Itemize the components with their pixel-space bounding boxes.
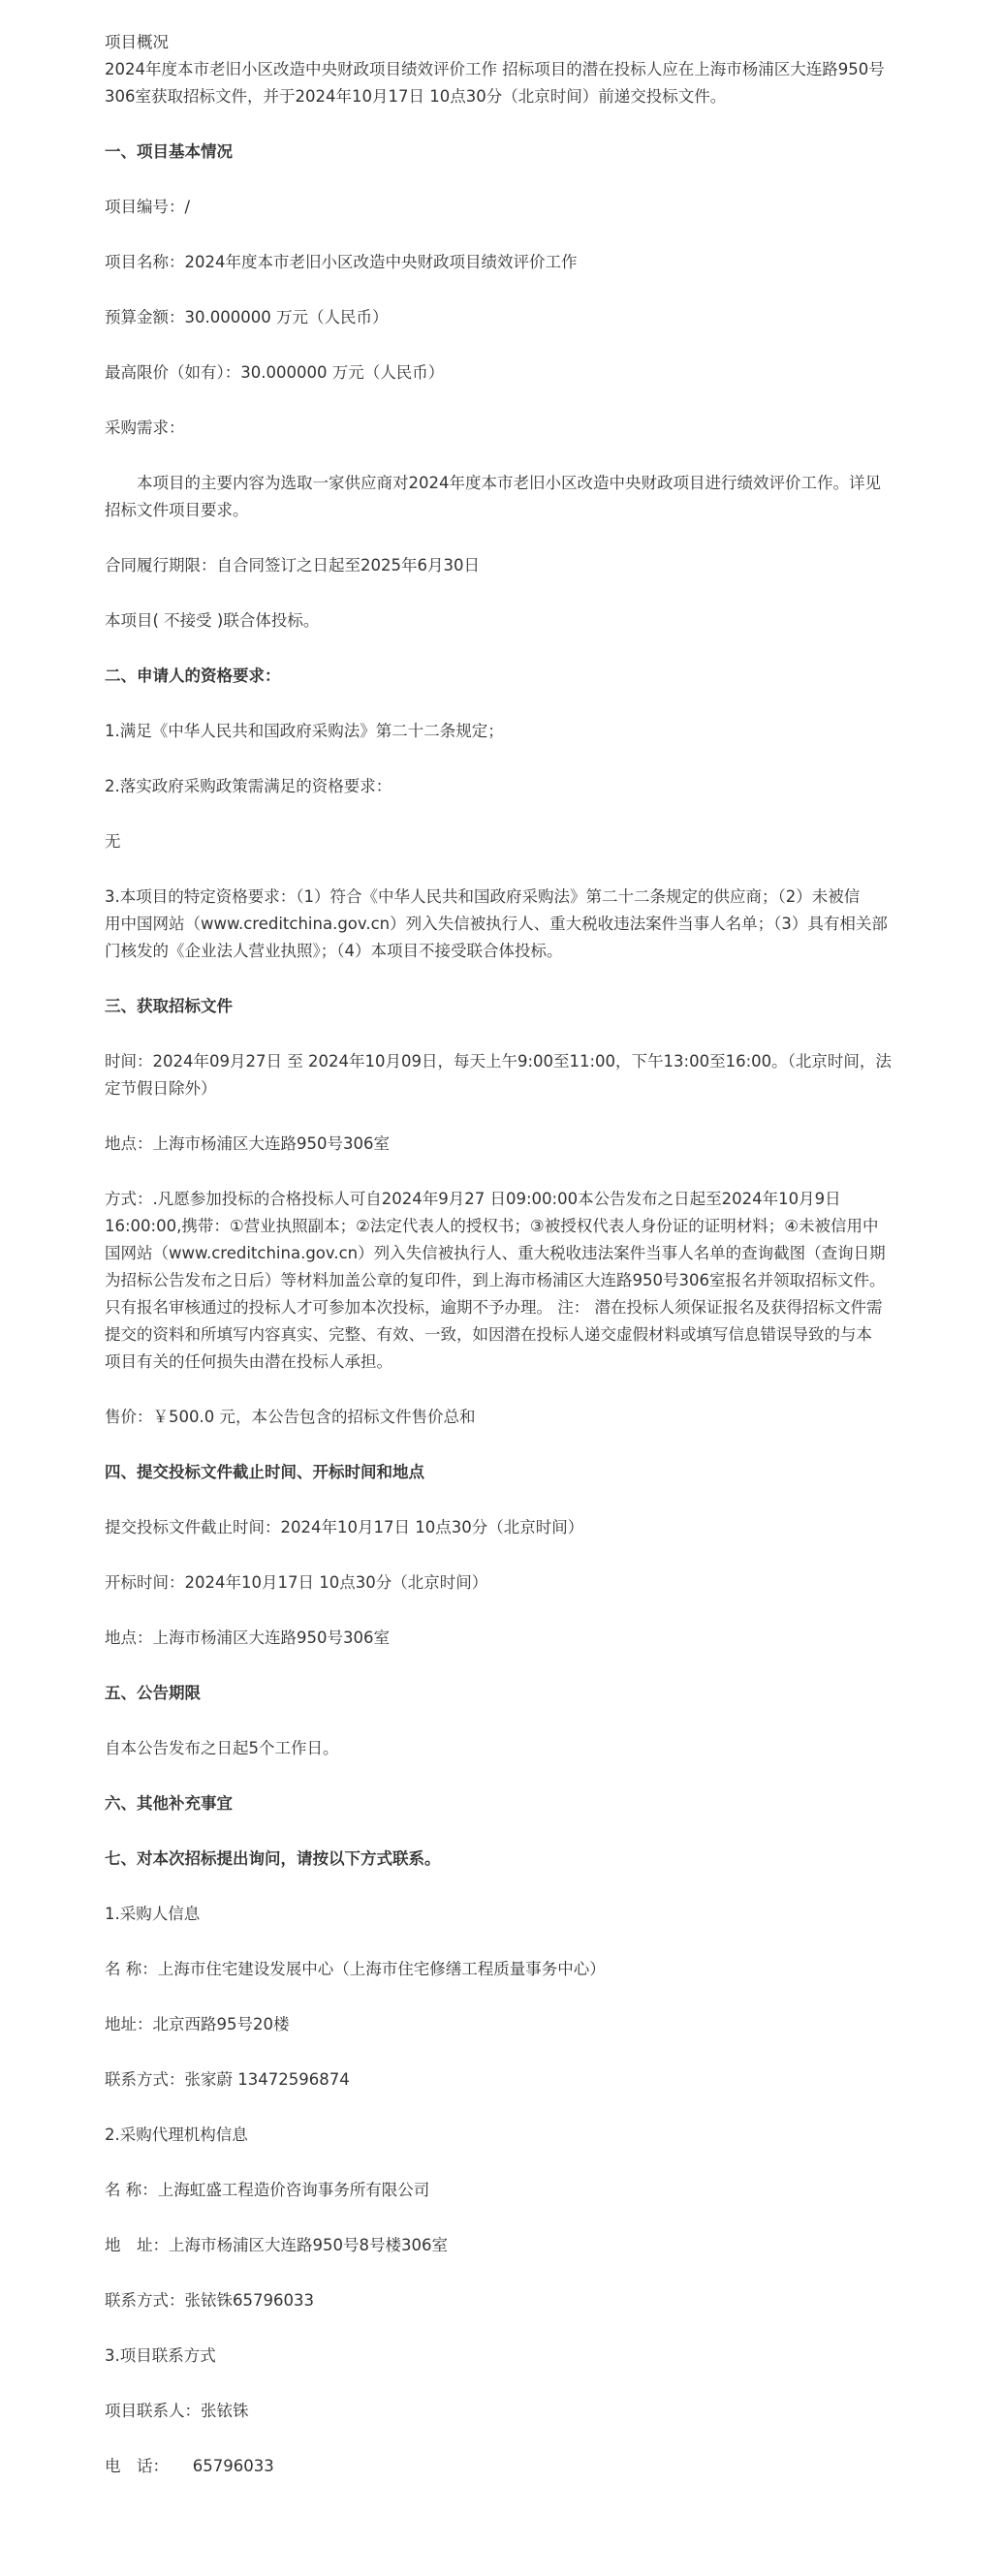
- section-heading-notice-period: 五、公告期限: [105, 1684, 201, 1702]
- agent-contact: 联系方式：张铱铢65796033: [105, 2291, 314, 2310]
- project-name: 项目名称：2024年度本市老旧小区改造中央财政项目绩效评价工作: [105, 253, 578, 271]
- buyer-contact: 联系方式：张家蔚 13472596874: [105, 2070, 350, 2089]
- project-contact-person: 项目联系人：张铱铢: [105, 2402, 249, 2420]
- requirement-3: [105, 884, 898, 965]
- method-line: 项目有关的任何损失由潜在投标人承担。: [105, 1352, 392, 1371]
- obtain-time-line: 定节假日除外）: [105, 1079, 217, 1098]
- opening-place: 地点：上海市杨浦区大连路950号306室: [105, 1629, 390, 1647]
- project-overview: [105, 29, 898, 110]
- requirement-2-value: 无: [105, 832, 121, 851]
- demand-line: 本项目的主要内容为选取一家供应商对2024年度本市老旧小区改造中央财政项目进行绩效评价工作。详见: [137, 474, 881, 492]
- buyer-info-title: 1.采购人信息: [105, 1905, 201, 1923]
- requirement-1: 1.满足《中华人民共和国政府采购法》第二十二条规定；: [105, 722, 504, 740]
- demand-line: 招标文件项目要求。: [105, 501, 249, 519]
- consortium-note: 本项目( 不接受 )联合体投标。: [105, 611, 320, 630]
- overview-line: 2024年度本市老旧小区改造中央财政项目绩效评价工作 招标项目的潜在投标人应在上海市杨浦区大连路950号: [105, 60, 885, 78]
- section-heading-contact: 七、对本次招标提出询问，请按以下方式联系。: [105, 1849, 441, 1868]
- demand-label: 采购需求：: [105, 419, 185, 437]
- requirement-3-line: 用中国网站（www.creditchina.gov.cn）列入失信被执行人、重大税收违法案件当事人名单；（3）具有相关部: [105, 915, 888, 933]
- method-line: 只有报名审核通过的投标人才可参加本次投标，逾期不予办理。 注： 潜在投标人须保证报名及获得招标文件需: [105, 1298, 883, 1317]
- method-line: 国网站（www.creditchina.gov.cn）列入失信被执行人、重大税收违法案件当事人名单的查询截图（查询日期: [105, 1244, 886, 1262]
- agent-name: 名 称：上海虹盛工程造价咨询事务所有限公司: [105, 2181, 430, 2199]
- agent-info-title: 2.采购代理机构信息: [105, 2126, 248, 2144]
- section-heading-qualifications: 二、申请人的资格要求：: [105, 667, 281, 685]
- requirement-3-line: 3.本项目的特定资格要求：（1）符合《中华人民共和国政府采购法》第二十二条规定的供应商；（2）未被信: [105, 887, 861, 906]
- buyer-name: 名 称：上海市住宅建设发展中心（上海市住宅修缮工程质量事务中心）: [105, 1960, 606, 1978]
- contract-period: 合同履行期限：自合同签订之日起至2025年6月30日: [105, 556, 480, 574]
- opening-time: 开标时间：2024年10月17日 10点30分（北京时间）: [105, 1573, 488, 1592]
- method-line: 为招标公告发布之日后）等材料加盖公章的复印件，到上海市杨浦区大连路950号306室报名并领取招标文件。: [105, 1271, 886, 1289]
- section-heading-submission: 四、提交投标文件截止时间、开标时间和地点: [105, 1463, 424, 1481]
- project-contact-title: 3.项目联系方式: [105, 2346, 216, 2365]
- method-line: 16:00:00,携带：①营业执照副本；②法定代表人的授权书；③被授权代表人身份证的证明材料；④未被信用中: [105, 1217, 879, 1235]
- obtain-place: 地点：上海市杨浦区大连路950号306室: [105, 1134, 390, 1153]
- max-price: 最高限价（如有）：30.000000 万元（人民币）: [105, 363, 445, 382]
- buyer-address: 地址：北京西路95号20楼: [105, 2015, 290, 2033]
- section-heading-basic-info: 一、项目基本情况: [105, 142, 233, 161]
- obtain-time: [105, 1048, 898, 1102]
- notice-period-text: 自本公告发布之日起5个工作日。: [105, 1739, 339, 1757]
- document-price: 售价：￥500.0 元，本公告包含的招标文件售价总和: [105, 1408, 476, 1426]
- obtain-method: [105, 1186, 898, 1376]
- method-line: 提交的资料和所填写内容真实、完整、有效、一致，如因潜在投标人递交虚假材料或填写信息错误导致的与本: [105, 1325, 872, 1344]
- project-contact-phone: 电 话： 65796033: [105, 2457, 274, 2475]
- section-heading-supplementary: 六、其他补充事宜: [105, 1794, 233, 1813]
- section-heading-obtain-documents: 三、获取招标文件: [105, 997, 233, 1015]
- project-number: 项目编号：/: [105, 198, 191, 216]
- overview-line: 306室获取招标文件，并于2024年10月17日 10点30分（北京时间）前递交投标文件。: [105, 87, 727, 106]
- demand-description: [105, 470, 898, 524]
- requirement-2: 2.落实政府采购政策需满足的资格要求：: [105, 777, 392, 795]
- obtain-time-line: 时间：2024年09月27日 至 2024年10月09日，每天上午9:00至11:00，下午13:00至16:00。（北京时间，法: [105, 1052, 892, 1071]
- method-line: 方式：.凡愿参加投标的合格投标人可自2024年9月27 日09:00:00本公告发布之日起至2024年10月9日: [105, 1190, 841, 1208]
- submission-deadline: 提交投标文件截止时间：2024年10月17日 10点30分（北京时间）: [105, 1518, 584, 1536]
- agent-address: 地 址：上海市杨浦区大连路950号8号楼306室: [105, 2236, 448, 2254]
- budget-amount: 预算金额：30.000000 万元（人民币）: [105, 308, 389, 326]
- requirement-3-line: 门核发的《企业法人营业执照》；（4）本项目不接受联合体投标。: [105, 942, 563, 960]
- overview-title: 项目概况: [105, 33, 169, 51]
